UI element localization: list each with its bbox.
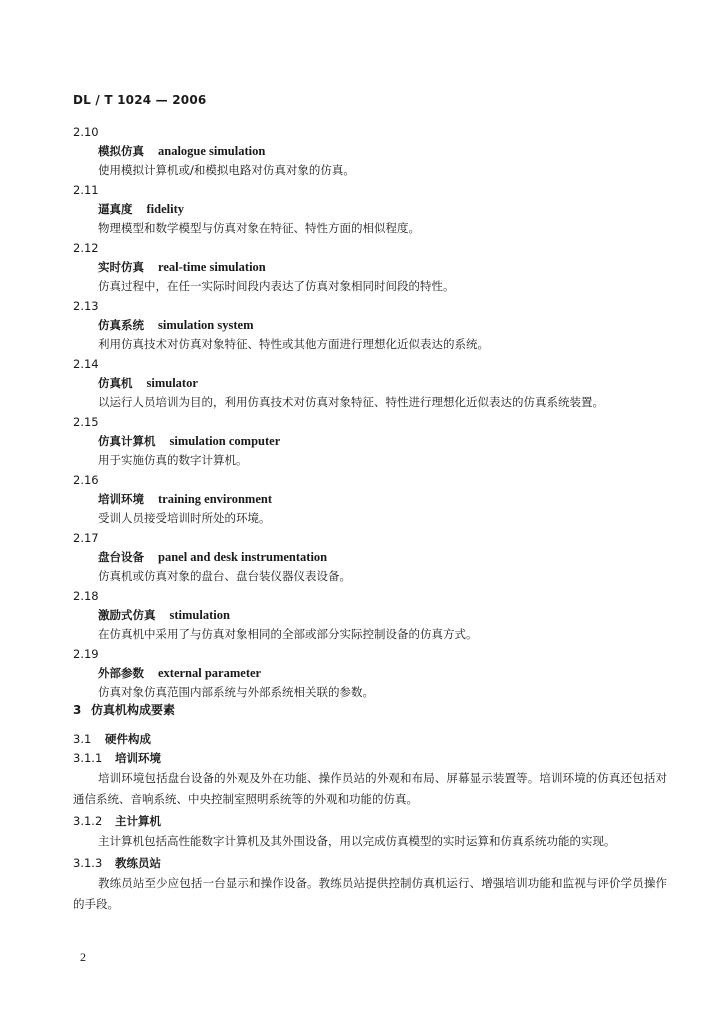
term-en: training environment <box>158 492 273 506</box>
term-en: stimulation <box>169 608 230 622</box>
clause-title: 教练员站 <box>115 856 161 870</box>
definition-item <box>73 586 663 644</box>
definition-term <box>73 664 663 683</box>
definition-number: 2.10 <box>73 125 99 139</box>
definition-item <box>73 354 663 412</box>
definitions-list <box>73 122 663 702</box>
term-en: simulation system <box>158 318 254 332</box>
term-en: fidelity <box>146 202 184 216</box>
term-en: simulator <box>146 376 198 390</box>
definition-term <box>73 490 663 509</box>
definition-item <box>73 122 663 180</box>
document-header: DL / T 1024 — 2006 <box>73 93 207 107</box>
term-cn: 实时仿真 <box>98 260 144 274</box>
definition-text: 用于实施仿真的数字计算机。 <box>98 453 248 467</box>
term-cn: 模拟仿真 <box>98 144 144 158</box>
clause-heading <box>73 749 667 768</box>
clause-text: 教练员站至少应包括一台显示和操作设备。教练员站提供控制仿真机运行、增强培训功能和监视与评价学员操作的手段。 <box>73 876 667 911</box>
clause-number: 3.1.2 <box>73 814 103 828</box>
clause-heading <box>73 812 667 831</box>
definition-term <box>73 432 663 451</box>
definition-text: 仿真对象仿真范围内部系统与外部系统相关联的参数。 <box>98 685 374 699</box>
term-en: real-time simulation <box>158 260 266 274</box>
definition-number: 2.17 <box>73 531 99 545</box>
term-cn: 逼真度 <box>98 202 133 216</box>
definition-number: 2.13 <box>73 299 99 313</box>
clause-number: 3.1.3 <box>73 856 103 870</box>
definition-text: 使用模拟计算机或/和模拟电路对仿真对象的仿真。 <box>98 163 355 177</box>
definition-term <box>73 606 663 625</box>
section-title-text: 仿真机构成要素 <box>91 703 176 717</box>
definition-number: 2.15 <box>73 415 99 429</box>
definition-term <box>73 258 663 277</box>
definition-number: 2.14 <box>73 357 99 371</box>
definition-item <box>73 238 663 296</box>
section-title <box>73 700 667 720</box>
term-en: analogue simulation <box>158 144 266 158</box>
term-cn: 培训环境 <box>98 492 144 506</box>
definition-number: 2.18 <box>73 589 99 603</box>
definition-text: 受训人员接受培训时所处的环境。 <box>98 511 271 525</box>
definition-term <box>73 316 663 335</box>
definition-number: 2.12 <box>73 241 99 255</box>
clause-title: 主计算机 <box>115 814 161 828</box>
definition-text: 以运行人员培训为目的，利用仿真技术对仿真对象特征、特性进行理想化近似表达的仿真系统装置。 <box>98 395 604 409</box>
subsection-number: 3.1 <box>73 732 92 746</box>
page-number: 2 <box>80 950 86 964</box>
section-number: 3 <box>73 703 82 717</box>
definition-number: 2.11 <box>73 183 99 197</box>
term-en: simulation computer <box>169 434 281 448</box>
subsection-title-text: 硬件构成 <box>105 732 151 746</box>
definition-text: 物理模型和数学模型与仿真对象在特征、特性方面的相似程度。 <box>98 221 420 235</box>
definition-term <box>73 142 663 161</box>
clause-heading <box>73 854 667 873</box>
definition-item <box>73 470 663 528</box>
definition-item <box>73 644 663 702</box>
definition-text: 仿真机或仿真对象的盘台、盘台装仪器仪表设备。 <box>98 569 351 583</box>
definition-number: 2.19 <box>73 647 99 661</box>
definition-text: 利用仿真技术对仿真对象特征、特性或其他方面进行理想化近似表达的系统。 <box>98 337 489 351</box>
subsection-title <box>73 729 667 749</box>
term-cn: 外部参数 <box>98 666 144 680</box>
term-cn: 仿真计算机 <box>98 434 156 448</box>
term-cn: 仿真机 <box>98 376 133 390</box>
definition-term <box>73 548 663 567</box>
clause-title: 培训环境 <box>115 751 161 765</box>
term-cn: 盘台设备 <box>98 550 144 564</box>
definition-term <box>73 200 663 219</box>
term-en: external parameter <box>158 666 262 680</box>
definition-number: 2.16 <box>73 473 99 487</box>
term-cn: 仿真系统 <box>98 318 144 332</box>
clause-text: 培训环境包括盘台设备的外观及外在功能、操作员站的外观和布局、屏幕显示装置等。培训环境的仿真还包括对通信系统、音响系统、中央控制室照明系统等的外观和功能的仿真。 <box>73 771 667 806</box>
definition-item <box>73 180 663 238</box>
clause-number: 3.1.1 <box>73 751 103 765</box>
definition-item <box>73 528 663 586</box>
definition-item <box>73 296 663 354</box>
section-3 <box>73 700 667 917</box>
term-en: panel and desk instrumentation <box>158 550 328 564</box>
definition-text: 仿真过程中，在任一实际时间段内表达了仿真对象相同时间段的特性。 <box>98 279 455 293</box>
definition-text: 在仿真机中采用了与仿真对象相同的全部或部分实际控制设备的仿真方式。 <box>98 627 478 641</box>
term-cn: 激励式仿真 <box>98 608 156 622</box>
definition-term <box>73 374 663 393</box>
clause-text: 主计算机包括高性能数字计算机及其外围设备，用以完成仿真模型的实时运算和仿真系统功能的实现。 <box>98 834 616 848</box>
definition-item <box>73 412 663 470</box>
